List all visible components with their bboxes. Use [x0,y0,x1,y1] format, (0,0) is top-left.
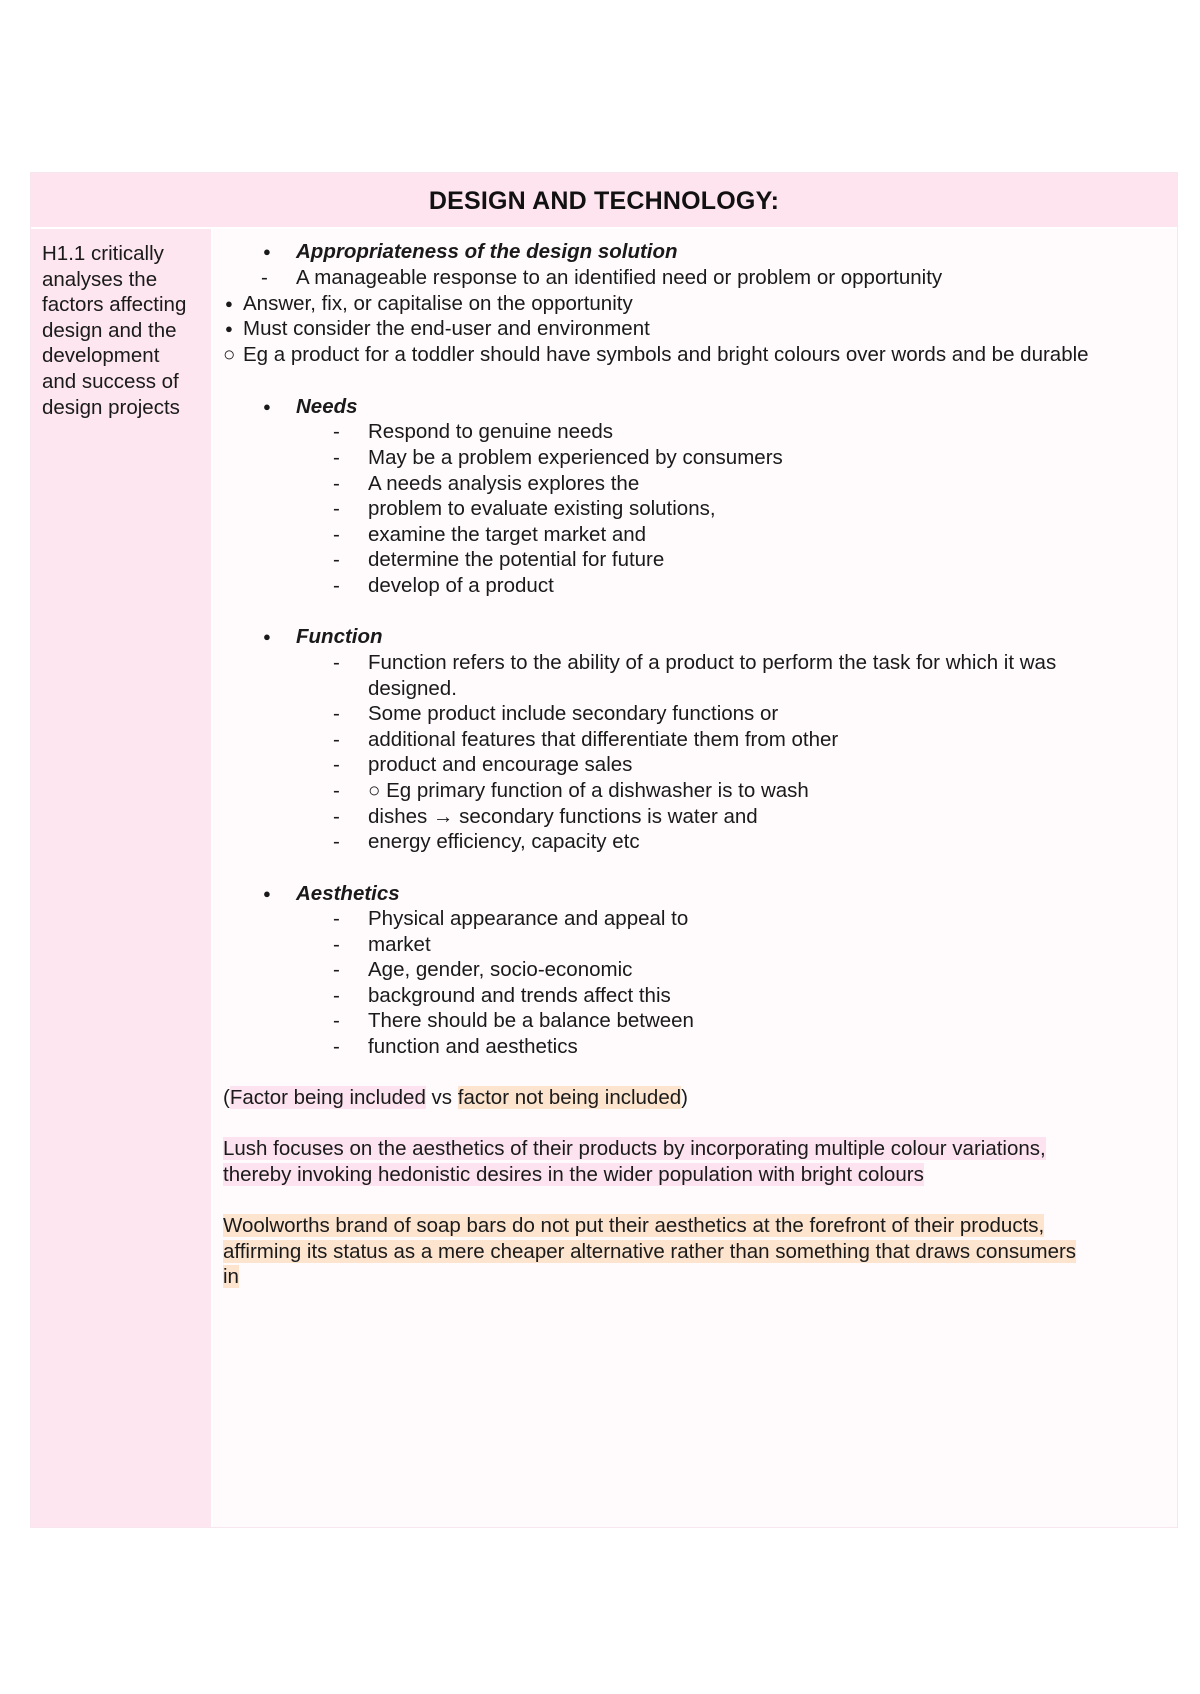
list-item: function and aesthetics [368,1035,578,1058]
notes-cell [213,229,1177,1527]
dash-icon: - [333,702,340,725]
list-item: develop of a product [368,574,554,597]
dash-icon: - [333,1009,340,1032]
list-item: Respond to genuine needs [368,420,614,443]
section-heading-appropriateness: Appropriateness of the design solution [296,240,678,263]
list-item: Physical appearance and appeal to [368,907,689,930]
list-item: determine the potential for future [368,548,665,571]
syllabus-outcome-cell [31,229,211,1527]
dash-icon: - [333,446,340,469]
dash-icon: - [333,907,340,930]
example-not-included-line: Woolworths brand of soap bars do not put their aesthetics at the forefront of their products, [223,1214,1045,1237]
list-item: energy efficiency, capacity etc [368,830,640,853]
list-item: Must consider the end-user and environment [243,317,650,340]
list-item: Eg a product for a toddler should have symbols and bright colours over words and be durable [243,343,1089,366]
example-included-line: Lush focuses on the aesthetics of their products by incorporating multiple colour variations, [223,1137,1046,1160]
dash-icon: - [333,933,340,956]
list-item: background and trends affect this [368,984,671,1007]
outcome-line: factors affecting [42,293,187,317]
legend-close-paren: ) [681,1086,688,1109]
list-item: Age, gender, socio-economic [368,958,633,981]
outcome-line: design projects [42,395,180,419]
list-item: There should be a balance between [368,1009,694,1032]
dash-icon: - [333,1035,340,1058]
bullet-icon: ● [225,296,233,311]
page-title: DESIGN AND TECHNOLOGY: [31,173,1177,227]
hollow-bullet-icon: ○ [223,343,236,366]
bullet-icon: ● [263,629,271,644]
outcome-line: development [42,344,160,368]
dash-icon: - [333,497,340,520]
list-item-continuation: designed. [368,677,457,700]
example-included-paragraph [223,1136,1046,1162]
dash-icon: - [333,420,340,443]
list-item: May be a problem experienced by consumers [368,446,783,469]
example-not-included-line: affirming its status as a mere cheaper alternative rather than something that draws consumers [223,1240,1077,1263]
dash-icon: - [333,958,340,981]
dash-icon: - [333,779,340,802]
example-included-line: thereby invoking hedonistic desires in the wider population with bright colours [223,1163,924,1186]
section-heading-function: Function [296,625,383,648]
bullet-icon: ● [263,244,271,259]
highlight-legend [223,1085,688,1111]
example-not-included-line: in [223,1265,239,1288]
legend-vs: vs [425,1086,458,1109]
dash-icon: - [333,651,340,674]
list-item: market [368,933,431,956]
dash-icon: - [333,753,340,776]
list-item: Function refers to the ability of a product to perform the task for which it was [368,651,1057,674]
section-heading-needs: Needs [296,395,358,418]
dash-icon: - [333,830,340,853]
list-item: A manageable response to an identified need or problem or opportunity [296,266,943,289]
list-item: Answer, fix, or capitalise on the opportunity [243,292,633,315]
list-item: additional features that differentiate them from other [368,728,839,751]
dash-icon: - [333,523,340,546]
dash-icon: - [261,266,268,289]
legend-not-included: factor not being included [457,1086,682,1109]
list-item: dishes → secondary functions is water and [368,805,758,828]
bullet-icon: ● [225,321,233,336]
dash-icon: - [333,548,340,571]
legend-open-paren: ( [223,1086,230,1109]
legend-included: Factor being included [229,1086,426,1109]
list-item: product and encourage sales [368,753,633,776]
dash-icon: - [333,805,340,828]
example-not-included-paragraph-3 [223,1264,239,1290]
list-item: ○ Eg primary function of a dishwasher is to wash [368,779,809,802]
list-item: problem to evaluate existing solutions, [368,497,716,520]
outcome-line: design and the [42,318,177,342]
example-not-included-paragraph-2 [223,1239,1076,1265]
list-item: examine the target market and [368,523,647,546]
example-not-included-paragraph [223,1213,1044,1239]
list-item: A needs analysis explores the [368,472,640,495]
bullet-icon: ● [263,399,271,414]
dash-icon: - [333,728,340,751]
outcome-line: H1.1 critically [42,242,164,265]
dash-icon: - [333,984,340,1007]
dash-icon: - [333,472,340,495]
example-included-paragraph-2 [223,1162,924,1188]
dash-icon: - [333,574,340,597]
list-item: Some product include secondary functions or [368,702,779,725]
section-heading-aesthetics: Aesthetics [296,882,400,905]
outcome-line: and success of [42,369,179,393]
bullet-icon: ● [263,886,271,901]
outcome-line: analyses the [42,267,158,291]
